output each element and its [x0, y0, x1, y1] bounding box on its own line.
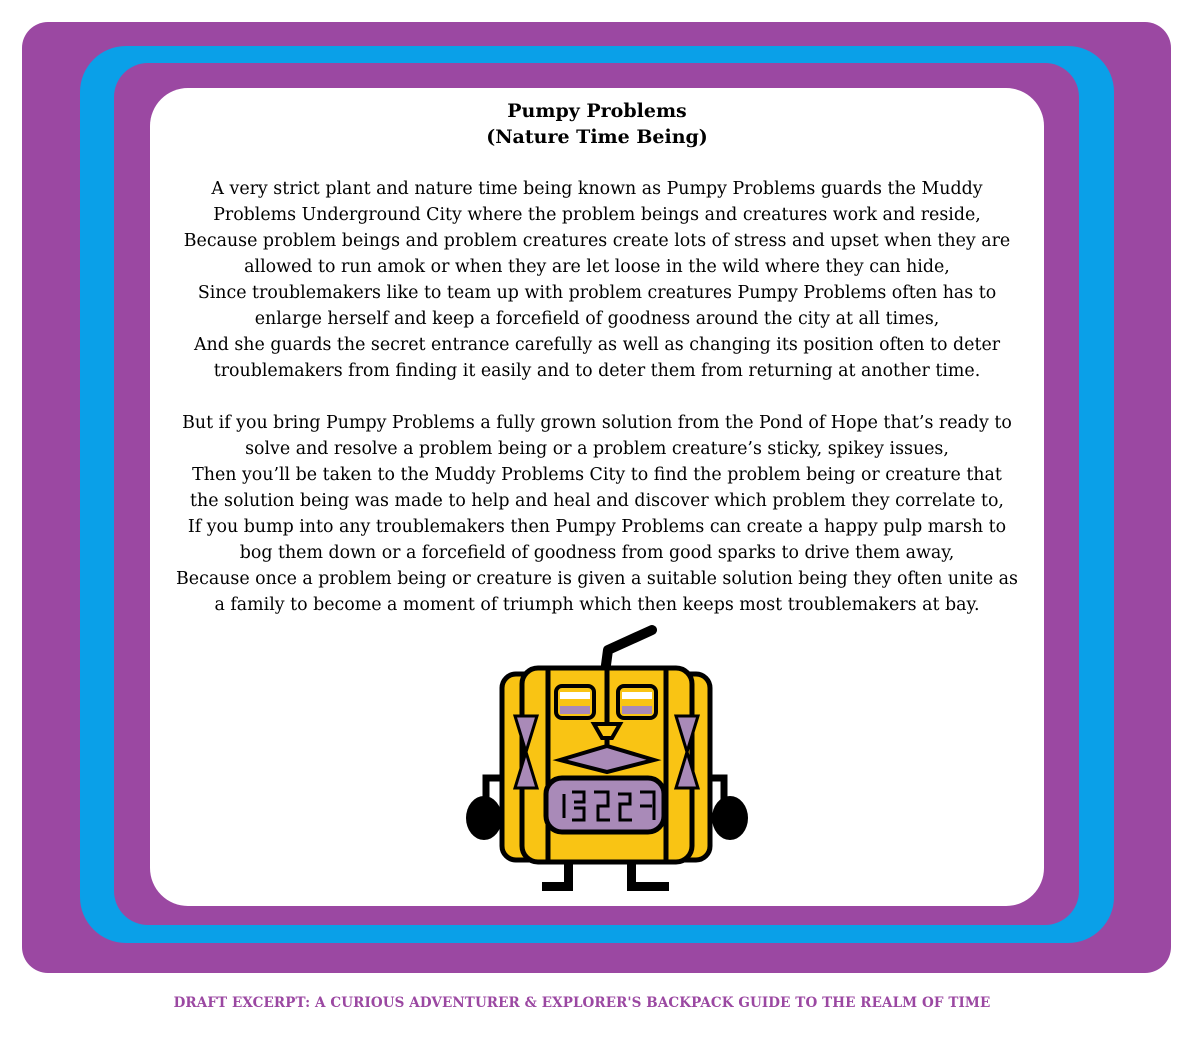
poem-line: Problems Underground City where the problem beings and creatures work and reside,: [213, 205, 981, 225]
title-line-1: Pumpy Problems: [507, 100, 687, 122]
poem-line: Because once a problem being or creature is given a suitable solution being they often unite as: [176, 569, 1018, 589]
poem-line: troublemakers from finding it easily and to deter them from returning at another time.: [213, 361, 981, 381]
poem-line: the solution being was made to help and heal and discover which problem they correlate to,: [190, 491, 1004, 511]
poem-line: But if you bring Pumpy Problems a fully grown solution from the Pond of Hope that’s ready to: [182, 413, 1012, 433]
pumpy-problems-character-icon: [462, 622, 752, 902]
poem-line: Since troublemakers like to team up with problem creatures Pumpy Problems often has to: [197, 283, 997, 303]
poem-line: a family to become a moment of triumph which then keeps most troublemakers at bay.: [214, 595, 980, 615]
poem-line: Then you’ll be taken to the Muddy Problems City to find the problem being or creature that: [192, 465, 1002, 485]
poem-line: And she guards the secret entrance carefully as well as changing its position often to deter: [193, 335, 1001, 355]
poem-line: bog them down or a forcefield of goodness from good sparks to drive them away,: [239, 543, 955, 563]
poem-line: allowed to run amok or when they are let loose in the wild where they can hide,: [244, 257, 950, 277]
footer-caption: DRAFT EXCERPT: A CURIOUS ADVENTURER & EXPLORER'S BACKPACK GUIDE TO THE REALM OF TIME: [173, 995, 991, 1011]
poem-stanza-2: [150, 410, 1044, 618]
poem-stanza-1: [150, 176, 1044, 384]
poem-line: enlarge herself and keep a forcefield of goodness around the city at all times,: [254, 309, 940, 329]
poem-line: Because problem beings and problem creatures create lots of stress and upset when they are: [183, 231, 1011, 251]
poem-line: A very strict plant and nature time being known as Pumpy Problems guards the Muddy: [211, 179, 983, 199]
page-title: [150, 98, 1044, 150]
poem-line: solve and resolve a problem being or a problem creature’s sticky, spikey issues,: [245, 439, 949, 459]
title-line-2: (Nature Time Being): [486, 126, 708, 148]
poem-line: If you bump into any troublemakers then Pumpy Problems can create a happy pulp marsh to: [187, 517, 1007, 537]
